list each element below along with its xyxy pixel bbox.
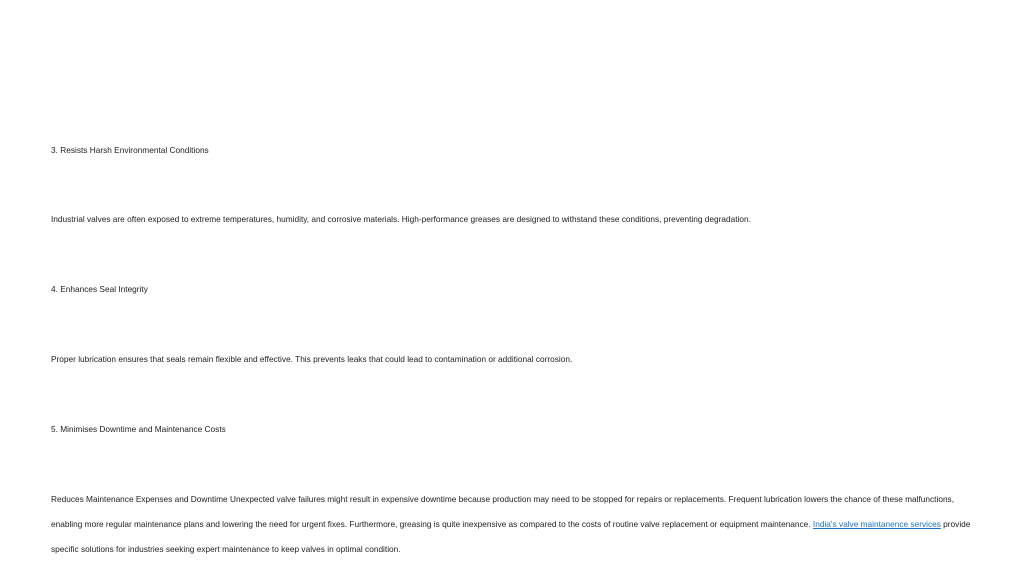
section-heading-4: 4. Enhances Seal Integrity	[51, 284, 148, 294]
section-body-5	[51, 487, 986, 562]
section-heading-5: 5. Minimises Downtime and Maintenance Costs	[51, 424, 226, 434]
valve-maintenance-services-link[interactable]: India's valve maintanence services	[812, 519, 941, 529]
section-body-4: Proper lubrication ensures that seals remain flexible and effective. This prevents leaks that could lead to contamination or additional corrosion.	[51, 354, 573, 364]
section-heading-3: 3. Resists Harsh Environmental Conditions	[51, 145, 209, 155]
section-body-5-text-after-link: provide specific solutions for industries seeking expert maintenance to keep valves in optimal condition.	[51, 519, 971, 554]
section-body-5-text: Reduces Maintenance Expenses and Downtime Unexpected valve failures might result in expensive downtime because production may need to be stopped for repairs or replacements. Frequent lubrication lowers the chance of these malfunctions, enabling more regular maintenance plans and lowering the need for urgent fixes. Furthermore, greasing is quite inexpensive as compared to the costs of routine valve replacement or equipment maintenance.	[51, 494, 955, 529]
section-body-3: Industrial valves are often exposed to extreme temperatures, humidity, and corrosive materials. High-performance greases are designed to withstand these conditions, preventing degradation.	[51, 214, 751, 224]
